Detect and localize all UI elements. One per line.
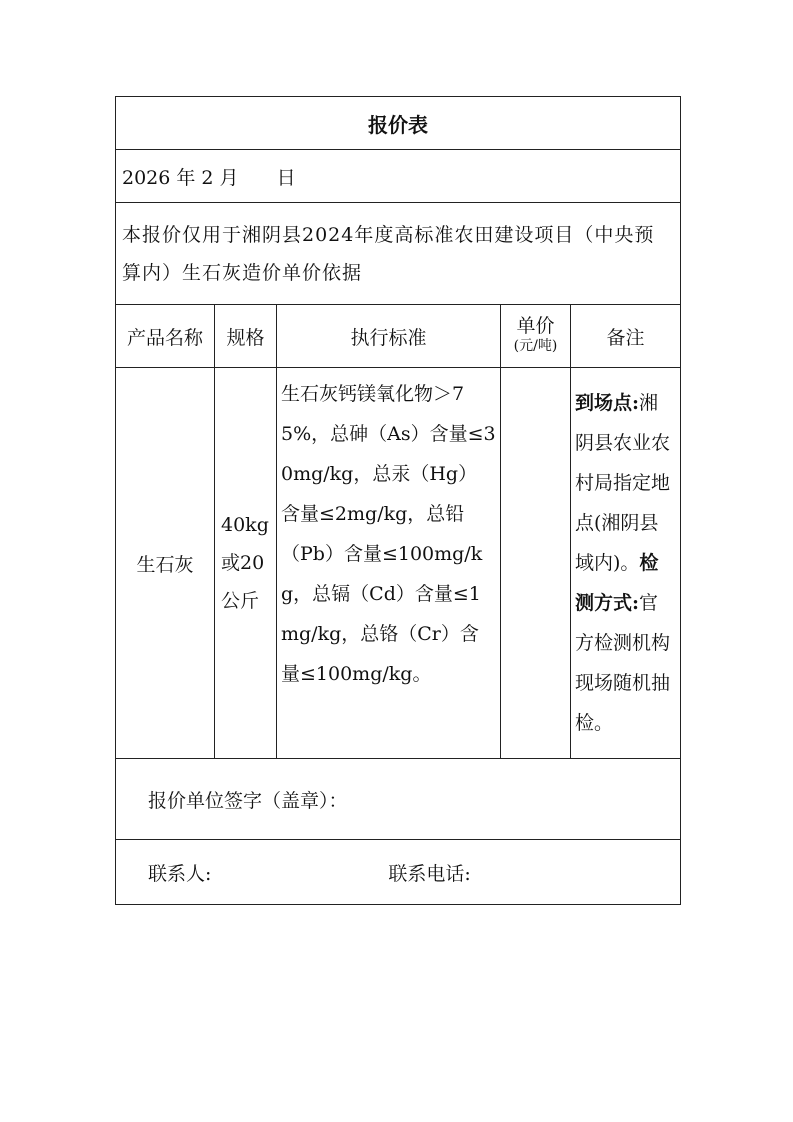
- contact-line: [116, 840, 681, 905]
- quotation-table: [115, 96, 681, 905]
- product-name: 生石灰: [116, 368, 215, 759]
- product-note: [571, 368, 681, 759]
- date-day: 日: [276, 166, 296, 189]
- form-title: 报价表: [116, 97, 681, 150]
- header-price-unit: (元/吨): [513, 338, 558, 354]
- header-price-label: 单价: [516, 315, 555, 337]
- note-inspection-label: 检测方式:: [575, 552, 659, 614]
- header-standard: 执行标准: [277, 305, 501, 368]
- contact-person-label: 联系人:: [148, 862, 212, 885]
- purpose-statement: 本报价仅用于湘阴县2024年度高标准农田建设项目（中央预算内）生石灰造价单价依据: [116, 203, 681, 305]
- note-delivery-text: 湘阴县农业农村局指定地点(湘阴县域内)。: [575, 392, 671, 574]
- header-spec: 规格: [215, 305, 277, 368]
- note-delivery-label: 到场点:: [575, 392, 640, 414]
- date-line: [116, 150, 681, 203]
- unit-price-field[interactable]: [501, 368, 571, 759]
- contact-phone-label: 联系电话:: [388, 862, 471, 885]
- note-inspection-text: 官方检测机构现场随机抽检。: [575, 592, 671, 734]
- header-product: 产品名称: [116, 305, 215, 368]
- quotation-form: [115, 96, 680, 905]
- product-spec: 40kg或20公斤: [215, 368, 277, 759]
- date-year-month: 2026 年 2 月: [122, 166, 239, 189]
- product-standard: 生石灰钙镁氧化物＞75%，总砷（As）含量≤30mg/kg，总汞（Hg）含量≤2mg/kg，总铅（Pb）含量≤100mg/kg，总镉（Cd）含量≤1mg/kg，总铬（Cr）含量≤100mg/kg。: [277, 368, 501, 759]
- signature-line: 报价单位签字（盖章）：: [116, 759, 681, 840]
- header-price: [501, 305, 571, 368]
- header-note: 备注: [571, 305, 681, 368]
